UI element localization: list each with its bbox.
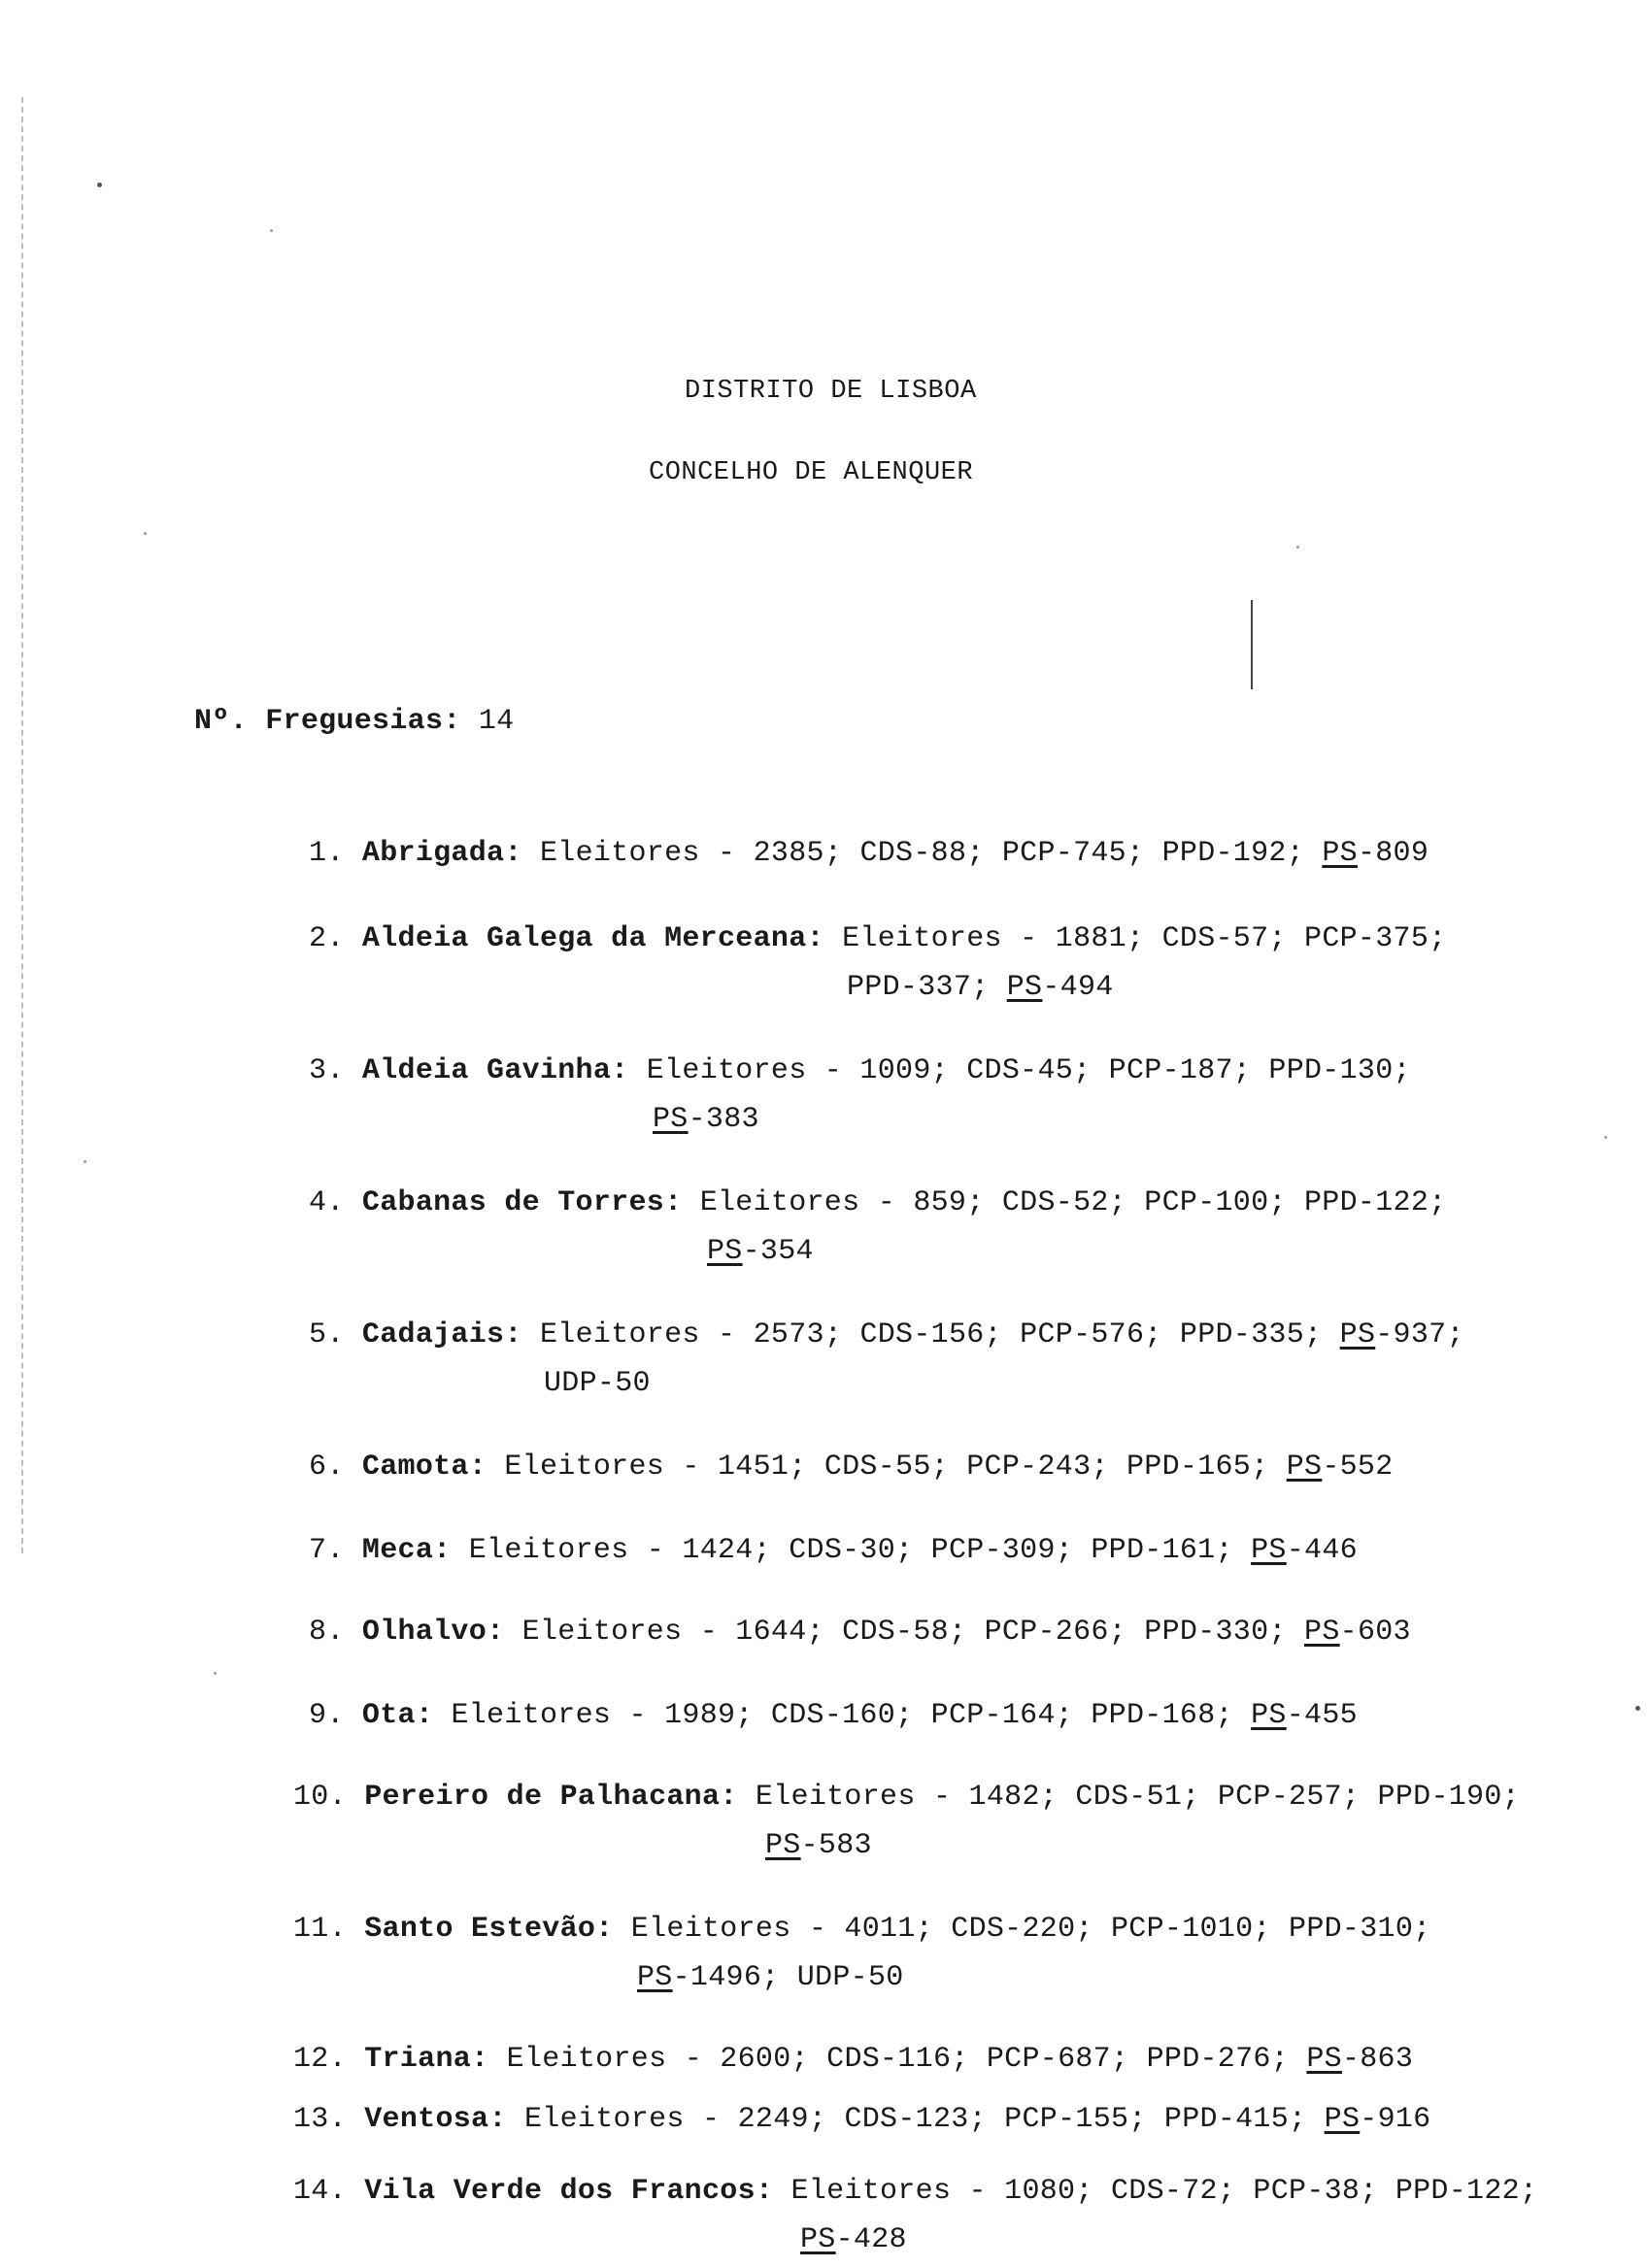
municipality-heading: CONCELHO DE ALENQUER [649,458,974,487]
parish-name: Ota: [361,1699,434,1732]
ps-label: PS [637,1961,673,1994]
list-item [309,1616,1411,1649]
ps-label: PS [1006,971,1043,1004]
item-number: 9. [309,1699,345,1732]
voters: Eleitores - 2249; [523,2103,827,2136]
ink-speck [214,1672,217,1675]
pen-mark [1251,600,1253,689]
list-item [309,1699,1358,1732]
party-results: CDS-72; PCP-38; PPD-122; [1110,2175,1538,2208]
ps-label: PS [1322,837,1358,870]
voters: Eleitores - 2573; [539,1318,843,1351]
parish-name: Meca: [361,1534,452,1567]
item-number: 4. [309,1186,345,1219]
list-item [293,2043,1413,2076]
list-item-continuation [637,1961,904,1994]
list-item [309,1451,1394,1484]
item-number: 14. [293,2175,347,2208]
parish-name: Aldeia Galega da Merceana: [361,922,824,955]
party-results: CDS-88; PCP-745; PPD-192; [859,837,1305,870]
voters: Eleitores - 1424; [468,1534,771,1567]
ink-speck [270,229,273,232]
ps-label: PS [653,1103,689,1136]
parish-name: Camota: [361,1451,487,1484]
parish-name: Triana: [364,2043,489,2076]
ps-label: PS [1251,1699,1287,1732]
ps-label: PS [765,1829,801,1862]
ink-speck [144,532,147,535]
ps-value: -552 [1322,1451,1394,1484]
list-item [309,1318,1464,1351]
item-number: 12. [293,2043,347,2076]
list-item-continuation [800,2223,907,2256]
list-item-continuation [847,971,1114,1004]
ps-label: PS [1306,2043,1342,2076]
list-item [293,2175,1537,2208]
ink-speck [1635,1706,1640,1711]
ps-label: PS [1251,1534,1287,1567]
list-item-continuation [765,1829,872,1862]
ps-label: PS [1304,1616,1340,1649]
party-results: CDS-156; PCP-576; PPD-335; [859,1318,1323,1351]
voters: Eleitores - 1989; [451,1699,754,1732]
item-number: 8. [309,1616,345,1649]
ps-label: PS [1286,1451,1323,1484]
item-number: 13. [293,2103,347,2136]
list-item [309,837,1429,870]
party-results: UDP-50 [796,1961,904,1994]
party-results: CDS-116; PCP-687; PPD-276; [826,2043,1290,2076]
parish-name: Santo Estevão: [364,1913,614,1946]
parish-name: Ventosa: [364,2103,507,2136]
voters: Eleitores - 2385; [539,837,843,870]
ps-value: -428 [835,2223,907,2256]
parish-name: Olhalvo: [361,1616,505,1649]
district-heading: DISTRITO DE LISBOA [685,377,977,406]
list-item [293,1913,1430,1946]
ps-value: -916 [1360,2103,1431,2136]
parish-count-value: 14 [478,705,515,738]
list-item [309,1186,1446,1219]
list-item [309,1534,1358,1567]
ps-value: -937; [1375,1318,1464,1351]
item-number: 6. [309,1451,345,1484]
party-results: CDS-52; PCP-100; PPD-122; [1001,1186,1447,1219]
item-number: 11. [293,1913,347,1946]
party-results: PPD-337; [847,971,990,1004]
voters: Eleitores - 1009; [646,1054,949,1087]
ink-speck [84,1160,86,1163]
list-item-continuation [653,1103,759,1136]
party-results: CDS-123; PCP-155; PPD-415; [844,2103,1307,2136]
parish-count-label: Nº. Freguesias: [194,705,461,738]
voters: Eleitores - 1881; [842,922,1145,955]
voters: Eleitores - 1451; [504,1451,807,1484]
parish-name: Pereiro de Palhacana: [364,1781,738,1814]
party-results: CDS-30; PCP-309; PPD-161; [789,1534,1233,1567]
parish-name: Cadajais: [361,1318,522,1351]
ps-label: PS [1324,2103,1361,2136]
ps-value: -863 [1341,2043,1414,2076]
item-number: 1. [309,837,345,870]
ink-speck [1296,546,1299,549]
item-number: 5. [309,1318,345,1351]
ink-speck [97,183,102,187]
ps-label: PS [1339,1318,1376,1351]
parish-name: Vila Verde dos Francos: [364,2175,774,2208]
party-results: CDS-55; PCP-243; PPD-165; [824,1451,1269,1484]
party-results: CDS-45; PCP-187; PPD-130; [966,1054,1411,1087]
party-results: CDS-220; PCP-1010; PPD-310; [951,1913,1431,1946]
list-item [309,922,1446,955]
list-item [293,2103,1430,2136]
ps-value: -494 [1042,971,1114,1004]
ps-value: -354 [742,1235,814,1268]
voters: Eleitores - 1644; [521,1616,824,1649]
parish-name: Abrigada: [361,837,522,870]
parish-name: Aldeia Gavinha: [361,1054,629,1087]
item-number: 2. [309,922,345,955]
party-results: CDS-57; PCP-375; [1161,922,1447,955]
voters: Eleitores - 4011; [630,1913,933,1946]
ps-value: -383 [688,1103,759,1136]
party-results: CDS-51; PCP-257; PPD-190; [1075,1781,1520,1814]
party-results: CDS-160; PCP-164; PPD-168; [770,1699,1233,1732]
parish-name: Cabanas de Torres: [361,1186,683,1219]
ps-value: -1496; [672,1961,780,1994]
ps-value: -603 [1339,1616,1411,1649]
item-number: 3. [309,1054,345,1087]
ps-value: -446 [1286,1534,1358,1567]
list-item-continuation [707,1235,814,1268]
voters: Eleitores - 1080; [790,2175,1093,2208]
list-item [309,1054,1411,1087]
ps-value: -583 [800,1829,872,1862]
list-item-continuation [544,1367,651,1400]
ps-value: -809 [1357,837,1429,870]
ps-label: PS [800,2223,836,2256]
item-number: 7. [309,1534,345,1567]
party-results: UDP-50 [544,1367,651,1400]
party-results: CDS-58; PCP-266; PPD-330; [842,1616,1287,1649]
item-number: 10. [293,1781,347,1814]
margin-binding-line [21,97,23,1553]
parish-count [194,705,514,738]
list-item [293,1781,1520,1814]
voters: Eleitores - 2600; [506,2043,809,2076]
ps-label: PS [707,1235,743,1268]
voters: Eleitores - 1482; [755,1781,1059,1814]
ps-value: -455 [1286,1699,1358,1732]
voters: Eleitores - 859; [699,1186,985,1219]
ink-speck [1604,1136,1607,1139]
